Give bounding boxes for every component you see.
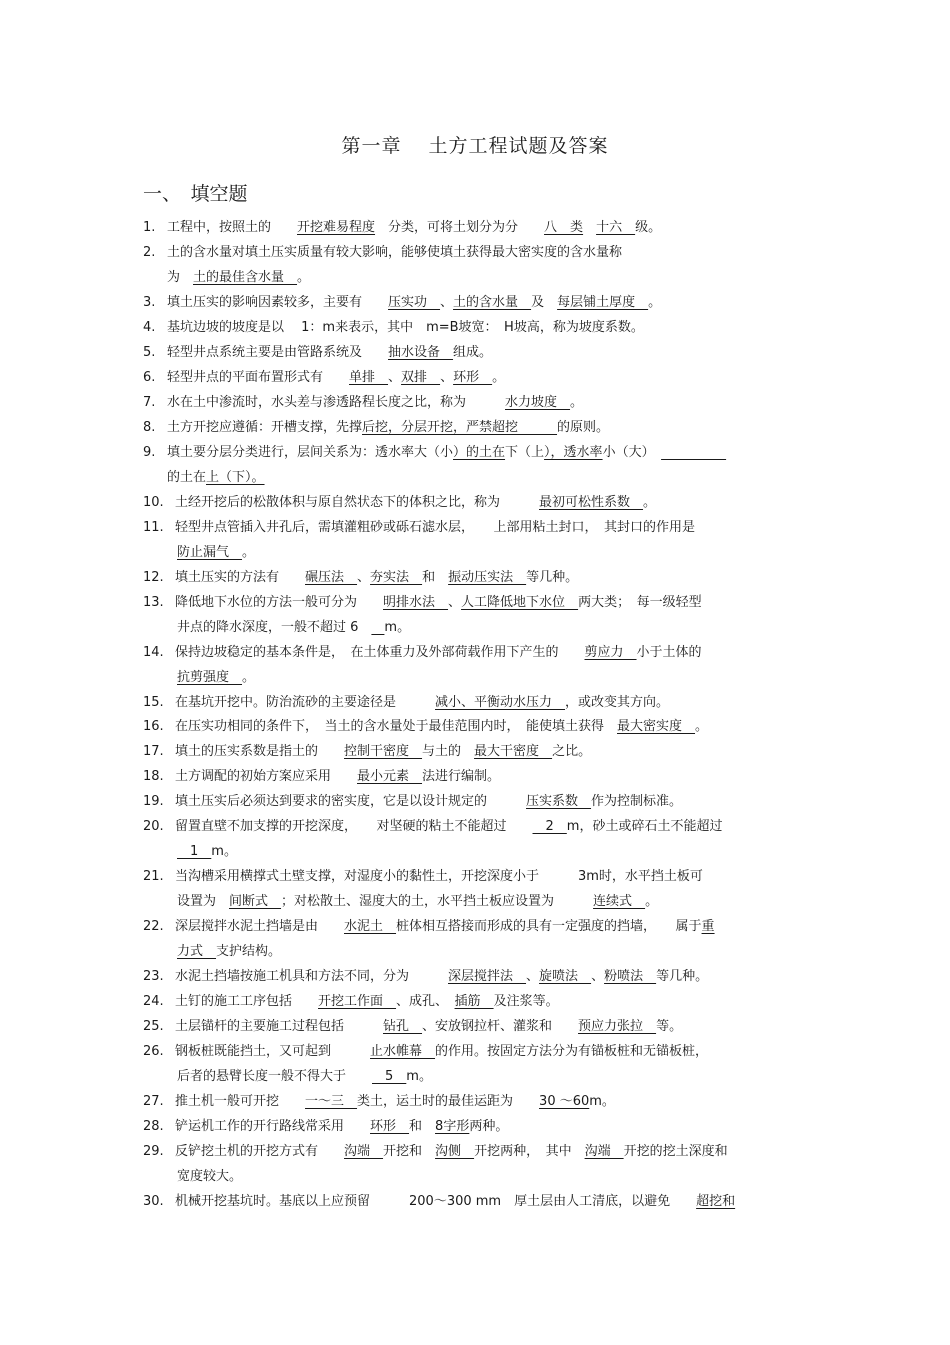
question-text: 基坑边坡的坡度是以 1：m来表示，其中 m=B坡宽： H坡高，称为坡度系数。: [167, 320, 644, 335]
question-number: 1.: [143, 220, 156, 235]
question-text: 两种。: [469, 1119, 509, 1134]
question-text: 推土机一般可开挖: [175, 1094, 306, 1109]
question-number: 9.: [143, 445, 156, 460]
question-text: 分类，可将土划分为分: [375, 220, 545, 235]
question-text: m。: [406, 1069, 432, 1084]
question-text: 在压实功相同的条件下， 当土的含水量处于最佳范围内时， 能使填土获得: [175, 719, 618, 734]
question-line: [177, 893, 658, 911]
question-number: 13.: [143, 595, 164, 610]
question-text: 级。: [635, 220, 662, 235]
question-text: 小于土体的: [636, 645, 702, 660]
answer-blank: 沟侧: [435, 1144, 475, 1159]
question-text: 的原则。: [557, 420, 610, 435]
question-text: 留置直壁不加支撑的开挖深度， 对坚硬的粘土不能超过: [175, 819, 533, 834]
question-text: 。: [297, 270, 311, 285]
question-text: 轻型井点系统主要是由管路系统及: [167, 345, 389, 360]
question-text: 为: [167, 270, 194, 285]
question-line: [167, 444, 726, 462]
question-number: 4.: [143, 320, 156, 335]
answer-blank: 开挖难易程度: [297, 220, 376, 235]
question-number: 7.: [143, 395, 156, 410]
question-text: 、: [526, 969, 540, 984]
question-line: [167, 269, 310, 287]
question-text: 和: [422, 570, 449, 585]
question-number: 25.: [143, 1019, 164, 1034]
question-line: [175, 993, 559, 1011]
question-line: [167, 244, 622, 262]
question-number: 29.: [143, 1144, 164, 1159]
answer-blank: ），透水率: [544, 445, 603, 460]
question-line: [167, 419, 609, 437]
document-title: 第一章 土方工程试题及答案: [341, 135, 609, 157]
question-line: [177, 544, 255, 562]
answer-blank: ）的土在: [453, 445, 506, 460]
answer-blank: 最大干密度: [474, 744, 553, 759]
answer-blank: 明排水法: [383, 595, 449, 610]
question-text: 和: [409, 1119, 436, 1134]
question-number: 12.: [143, 570, 164, 585]
answer-blank: 沟端: [584, 1144, 624, 1159]
answer-blank: 最大密实度: [617, 719, 696, 734]
question-line: [167, 469, 265, 487]
question-text: 工程中，按照土的: [167, 220, 298, 235]
answer-blank: 双排: [401, 370, 441, 385]
question-line: [167, 219, 661, 237]
question-text: 下（上: [505, 445, 545, 460]
question-number: 24.: [143, 994, 164, 1009]
answer-blank: 压实系数: [526, 794, 592, 809]
answer-blank: 十六: [596, 220, 636, 235]
answer-blank: 单排: [349, 370, 389, 385]
question-text: 、: [591, 969, 605, 984]
answer-blank: 减小、平衡动水压力: [435, 695, 566, 710]
answer-blank: 每层铺土厚度: [557, 295, 649, 310]
question-line: [175, 494, 656, 512]
answer-blank: 土的最佳含水量: [193, 270, 298, 285]
question-text: 等几种。: [526, 570, 579, 585]
question-number: 23.: [143, 969, 164, 984]
question-number: 19.: [143, 794, 164, 809]
question-number: 8.: [143, 420, 156, 435]
answer-blank: 一～三: [305, 1094, 358, 1109]
answer-blank: 防止漏气: [177, 545, 243, 560]
answer-blank: 深层搅拌法: [448, 969, 527, 984]
answer-blank: 后挖，分层开挖，严禁超挖: [362, 420, 558, 435]
question-line: [167, 344, 492, 362]
question-number: 14.: [143, 645, 164, 660]
question-text: 。: [242, 670, 256, 685]
question-number: 5.: [143, 345, 156, 360]
question-number: 20.: [143, 819, 164, 834]
question-line: [175, 644, 702, 662]
question-text: 及: [531, 295, 558, 310]
question-text: 轻型井点的平面布置形式有: [167, 370, 350, 385]
question-line: [175, 1093, 615, 1111]
answer-blank: 水泥土: [344, 919, 397, 934]
answer-blank: 环形: [453, 370, 493, 385]
question-text: 等。: [656, 1019, 683, 1034]
question-number: 21.: [143, 869, 164, 884]
answer-blank: 重: [701, 919, 715, 934]
question-line: [167, 369, 505, 387]
question-number: 18.: [143, 769, 164, 784]
answer-blank: 钻孔: [383, 1019, 423, 1034]
question-line: [175, 1043, 708, 1061]
answer-blank: 超挖和: [696, 1194, 736, 1209]
question-text: m。: [211, 844, 237, 859]
answer-blank: [661, 445, 726, 460]
question-line: [177, 843, 237, 861]
question-text: 开挖和: [383, 1144, 436, 1159]
question-text: 反铲挖土机的开挖方式有: [175, 1144, 345, 1159]
question-text: 深层搅拌水泥土挡墙是由: [175, 919, 345, 934]
question-text: 支护结构。: [216, 944, 282, 959]
question-text: 填土的压实系数是指土的: [175, 744, 345, 759]
answer-blank: 旋喷法: [539, 969, 592, 984]
question-line: [167, 394, 583, 412]
question-number: 27.: [143, 1094, 164, 1109]
question-text: m。: [384, 620, 411, 635]
question-text: 水在土中渗流时，水头差与渗透路程长度之比，称为: [167, 395, 506, 410]
question-line: [175, 1118, 508, 1136]
question-text: 的作用。按固定方法分为有锚板桩和无锚板桩，: [435, 1044, 709, 1059]
question-number: 17.: [143, 744, 164, 759]
answer-blank: 水力坡度: [505, 395, 571, 410]
question-text: 、安放钢拉杆、灌浆和: [422, 1019, 579, 1034]
question-line: [177, 1168, 242, 1186]
question-text: 、: [440, 295, 454, 310]
answer-blank: 振动压实法: [448, 570, 527, 585]
question-text: 及注浆等。: [493, 994, 559, 1009]
answer-blank: 间断式: [229, 894, 282, 909]
question-text: 。: [648, 295, 662, 310]
question-text: 作为控制标准。: [591, 794, 683, 809]
question-line: [175, 743, 591, 761]
question-number: 16.: [143, 719, 164, 734]
question-text: 开挖两种， 其中: [474, 1144, 585, 1159]
question-line: [175, 768, 500, 786]
question-text: 的土在: [167, 470, 207, 485]
question-number: 2.: [143, 245, 156, 260]
question-text: 钢板桩既能挡土，又可起到: [175, 1044, 371, 1059]
question-text: 之比。: [552, 744, 592, 759]
question-text: 填土压实的方法有: [175, 570, 306, 585]
question-text: 土经开挖后的松散体积与原自然状态下的体积之比，称为: [175, 495, 540, 510]
answer-blank: 沟端: [344, 1144, 384, 1159]
question-text: 。: [645, 894, 659, 909]
answer-blank: 预应力张拉: [578, 1019, 657, 1034]
question-text: 开挖的挖土深度和: [623, 1144, 728, 1159]
question-line: [175, 694, 669, 712]
question-text: 后者的悬臂长度一般不得大于: [177, 1069, 373, 1084]
answer-blank: 5: [372, 1069, 407, 1084]
question-line: [175, 918, 715, 936]
question-text: 等几种。: [656, 969, 709, 984]
answer-blank: 插筋: [454, 994, 494, 1009]
question-number: 11.: [143, 520, 164, 535]
question-line: [175, 569, 578, 587]
question-text: 宽度较大。: [177, 1169, 243, 1184]
question-text: 设置为: [177, 894, 230, 909]
question-line: [177, 943, 281, 961]
question-line: [177, 1068, 432, 1086]
question-text: 。: [643, 495, 657, 510]
question-text: ，或改变其方向。: [565, 695, 670, 710]
question-text: m，砂土或碎石土不能超过: [566, 819, 723, 834]
question-number: 3.: [143, 295, 156, 310]
answer-blank: 人工降低地下水位: [461, 595, 579, 610]
answer-blank: 30 ～60: [539, 1094, 590, 1109]
question-line: [167, 319, 644, 337]
question-number: 30.: [143, 1194, 164, 1209]
answer-blank: 2: [532, 819, 567, 834]
question-line: [175, 519, 695, 537]
question-text: 降低地下水位的方法一般可分为: [175, 595, 384, 610]
question-text: 填土压实后必须达到要求的密实度，它是以设计规定的: [175, 794, 527, 809]
question-text: 。: [695, 719, 709, 734]
question-text: 桩体相互搭接而形成的具有一定强度的挡墙， 属于: [396, 919, 702, 934]
question-text: 铲运机工作的开行路线常采用: [175, 1119, 371, 1134]
answer-blank: 粉喷法: [604, 969, 657, 984]
question-text: 当沟槽采用横撑式土壁支撑，对湿度小的黏性土，开挖深度小于 3m时，水平挡土板可: [175, 869, 703, 884]
answer-blank: 上（下）。: [206, 470, 265, 485]
question-text: 填土要分层分类进行，层间关系为：透水率大（小: [167, 445, 454, 460]
question-text: 组成。: [453, 345, 493, 360]
question-text: 轻型井点管插入井孔后，需填灌粗砂或砾石滤水层， 上部用粘土封口， 其封口的作用是: [175, 520, 696, 535]
question-text: 两大类； 每一级轻型: [578, 595, 702, 610]
question-line: [175, 793, 682, 811]
answer-blank: 土的含水量: [453, 295, 532, 310]
question-number: 10.: [143, 495, 164, 510]
question-text: 。: [570, 395, 584, 410]
question-text: 、: [448, 595, 462, 610]
question-number: 28.: [143, 1119, 164, 1134]
question-line: [175, 818, 722, 836]
question-text: 机械开挖基坑时。基底以上应预留 200～300 mm 厚土层由人工清底，以避免: [175, 1194, 697, 1209]
question-number: 6.: [143, 370, 156, 385]
question-line: [177, 619, 410, 637]
answer-blank: 连续式: [593, 894, 646, 909]
question-line: [175, 718, 708, 736]
question-text: m。: [589, 1094, 615, 1109]
question-text: 、: [357, 570, 371, 585]
answer-blank: 1: [177, 844, 212, 859]
answer-blank: 压实功: [388, 295, 441, 310]
answer-blank: 抗剪强度: [177, 670, 243, 685]
question-line: [175, 1018, 682, 1036]
question-text: 保持边坡稳定的基本条件是， 在土体重力及外部荷载作用下产生的: [175, 645, 585, 660]
question-text: 水泥土挡墙按施工机具和方法不同，分为: [175, 969, 449, 984]
question-text: 类土，运土时的最佳运距为: [357, 1094, 540, 1109]
question-line: [175, 968, 708, 986]
answer-blank: 八 类: [544, 220, 584, 235]
answer-blank: 抽水设备: [388, 345, 454, 360]
answer-blank: 剪应力: [584, 645, 637, 660]
question-number: 22.: [143, 919, 164, 934]
question-line: [167, 294, 661, 312]
question-text: 土方调配的初始方案应采用: [175, 769, 358, 784]
question-text: 小（大）: [602, 445, 662, 460]
question-text: 、成孔、: [396, 994, 455, 1009]
answer-blank: 8字形: [435, 1119, 470, 1134]
answer-blank: 最初可松性系数: [539, 495, 644, 510]
question-text: 填土压实的影响因素较多，主要有: [167, 295, 389, 310]
question-text: 。: [492, 370, 506, 385]
answer-blank: 碾压法: [305, 570, 358, 585]
question-text: 在基坑开挖中。防治流砂的主要途径是: [175, 695, 436, 710]
question-text: 土钉的施工工序包括: [175, 994, 319, 1009]
question-text: 、: [440, 370, 454, 385]
question-line: [175, 1193, 735, 1211]
answer-blank: 力式: [177, 944, 217, 959]
answer-blank: 开挖工作面: [318, 994, 397, 1009]
answer-blank: 止水帷幕: [370, 1044, 436, 1059]
question-line: [177, 669, 255, 687]
question-text: 、: [388, 370, 402, 385]
question-text: 与土的: [422, 744, 475, 759]
question-text: ；对松散土、湿度大的土，水平挡土板应设置为: [281, 894, 594, 909]
section-heading: 一、 填空题: [143, 183, 248, 205]
answer-blank: 环形: [370, 1119, 410, 1134]
question-text: 井点的降水深度，一般不超过 6: [177, 620, 372, 635]
answer-blank: 控制干密度: [344, 744, 423, 759]
answer-blank: 夯实法: [370, 570, 423, 585]
question-line: [175, 594, 702, 612]
question-number: 15.: [143, 695, 164, 710]
question-line: [175, 1143, 728, 1161]
question-text: 土的含水量对填土压实质量有较大影响，能够使填土获得最大密实度的含水量称: [167, 245, 623, 260]
answer-blank: 最小元素: [357, 769, 423, 784]
question-text: 。: [242, 545, 256, 560]
question-text: 法进行编制。: [422, 769, 501, 784]
question-number: 26.: [143, 1044, 164, 1059]
question-text: 土层锚杆的主要施工过程包括: [175, 1019, 384, 1034]
question-line: [175, 868, 703, 886]
question-text: [583, 220, 596, 235]
answer-blank: [371, 620, 384, 635]
question-text: 土方开挖应遵循：开槽支撑，先撑: [167, 420, 363, 435]
